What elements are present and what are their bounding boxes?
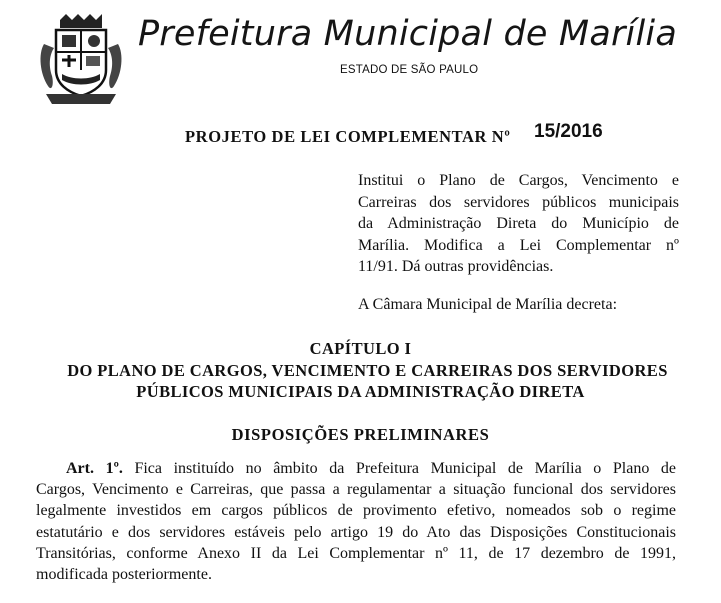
org-name: Prefeitura Municipal de Marília bbox=[138, 14, 677, 54]
summary-line: Carreiras dos servidores públicos municipais bbox=[358, 193, 679, 211]
bill-number: 15/2016 bbox=[534, 121, 603, 142]
article-line: legalmente investidos em cargos públicos de provimento efetivo, nomeados sob o regime bbox=[36, 502, 676, 520]
bill-summary bbox=[358, 170, 679, 278]
enacting-clause: A Câmara Municipal de Marília decreta: bbox=[358, 296, 618, 313]
article-text: Fica instituído no âmbito da Prefeitura Municipal de Marília o Plano de bbox=[134, 460, 677, 477]
summary-line: da Administração Direta do Município de bbox=[358, 215, 679, 232]
article-line: estatutário e dos servidores estáveis pelo artigo 19 do Ato das Disposições Constitucionais bbox=[36, 523, 676, 541]
summary-line: Marília. Modifica a Lei Complementar nº bbox=[358, 236, 679, 254]
org-state: ESTADO DE SÃO PAULO bbox=[340, 64, 479, 76]
summary-line: Institui o Plano de Cargos, Vencimento e bbox=[358, 172, 679, 189]
summary-line: 11/91. Dá outras providências. bbox=[358, 258, 554, 275]
article-line: Cargos, Vencimento e Carreiras, que passa a regulamentar a situação funcional dos servidores bbox=[36, 481, 676, 499]
article-line: Transitórias, conforme Anexo II da Lei Complementar nº 11, de 17 dezembro de 1991, bbox=[36, 544, 676, 562]
article-line bbox=[36, 458, 676, 479]
chapter-title-line: DO PLANO DE CARGOS, VENCIMENTO E CARREIRAS DOS SERVIDORES bbox=[67, 361, 668, 380]
article-1 bbox=[36, 458, 676, 585]
bill-title: PROJETO DE LEI COMPLEMENTAR Nº bbox=[185, 127, 511, 146]
section-heading: DISPOSIÇÕES PRELIMINARES bbox=[231, 425, 490, 444]
article-line: modificada posteriormente. bbox=[36, 566, 212, 584]
chapter-heading: CAPÍTULO I bbox=[309, 339, 412, 358]
municipal-coat-of-arms bbox=[38, 14, 124, 106]
chapter-title-line: PÚBLICOS MUNICIPAIS DA ADMINISTRAÇÃO DIRETA bbox=[136, 382, 585, 401]
article-label: Art. 1º. bbox=[66, 460, 123, 477]
